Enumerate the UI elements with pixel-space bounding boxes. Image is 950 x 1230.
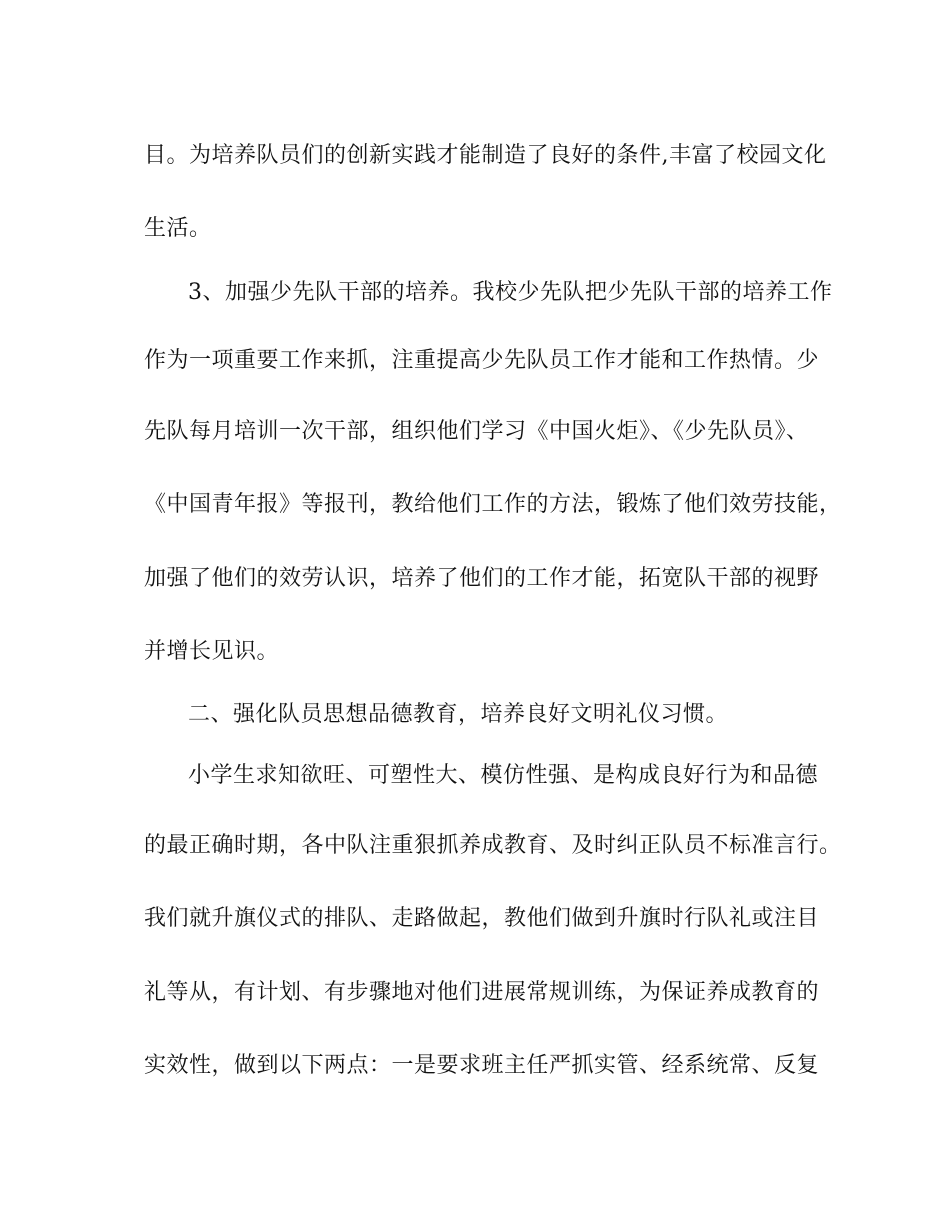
text-line-5: 先队每月培训一次干部，组织他们学习《中国火炬》、《少先队员》、 xyxy=(144,419,809,444)
text-line-14: 实效性，做到以下两点：一是要求班主任严抓实管、经系统常、反复 xyxy=(144,1053,820,1078)
text-line-9: 二、强化队员思想品德教育，培养良好文明礼仪习惯。 xyxy=(188,702,729,727)
text-line-6: 《中国青年报》等报刊，教给他们工作的方法，锻炼了他们效劳技能， xyxy=(144,492,842,517)
text-line-10: 小学生求知欲旺、可塑性大、模仿性强、是构成良好行为和品德 xyxy=(188,763,819,788)
text-line-4: 作为一项重要工作来抓，注重提高少先队员工作才能和工作热情。少 xyxy=(144,348,820,373)
text-line-3: 3、加强少先队干部的培养。我校少先队把少先队干部的培养工作 xyxy=(188,280,833,305)
text-line-2: 生活。 xyxy=(144,216,212,241)
text-line-8: 并增长见识。 xyxy=(144,639,280,664)
text-line-12: 我们就升旗仪式的排队、走路做起，教他们做到升旗时行队礼或注目 xyxy=(144,906,820,931)
text-line-13: 礼等从，有计划、有步骤地对他们进展常规训练，为保证养成教育的 xyxy=(144,980,820,1005)
text-line-7: 加强了他们的效劳认识，培养了他们的工作才能，拓宽队干部的视野 xyxy=(144,566,820,591)
text-line-11: 的最正确时期，各中队注重狠抓养成教育、及时纠正队员不标准言行。 xyxy=(144,833,842,858)
text-line-1: 目。为培养队员们的创新实践才能制造了良好的条件,丰富了校园文化 xyxy=(144,143,827,168)
